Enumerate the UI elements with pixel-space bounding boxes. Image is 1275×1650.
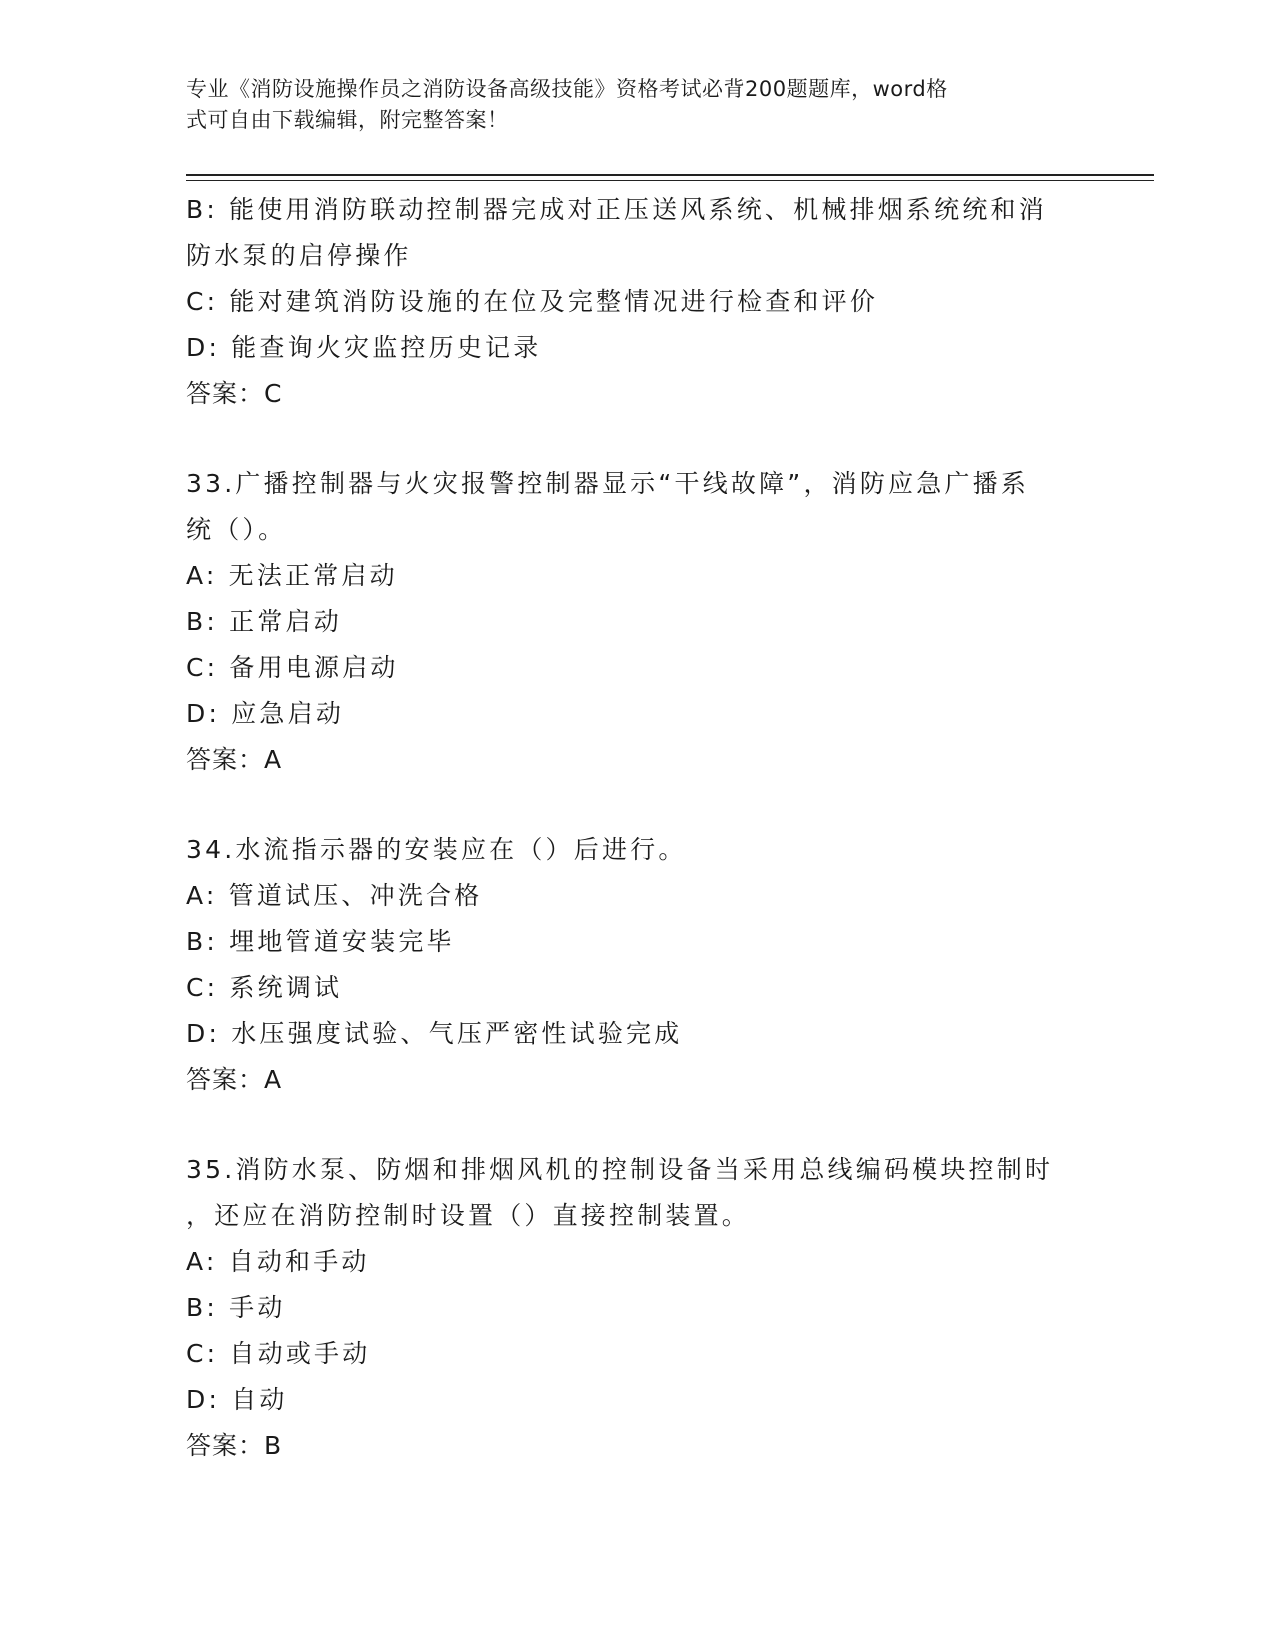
option-d: D: 能查询火灾监控历史记录 xyxy=(186,333,542,362)
question-33-stem-line-2: 统（）。 xyxy=(186,515,287,544)
option-b: B: 埋地管道安装完毕 xyxy=(186,927,455,956)
option-d: D: 应急启动 xyxy=(186,699,345,728)
option-b: B: 手动 xyxy=(186,1293,286,1322)
question-34-stem: 34.水流指示器的安装应在（）后进行。 xyxy=(186,835,687,864)
question-35-stem-line-1: 35.消防水泵、防烟和排烟风机的控制设备当采用总线编码模块控制时 xyxy=(186,1155,1054,1184)
option-b: B: 正常启动 xyxy=(186,607,342,636)
header-line-1: 专业《消防设施操作员之消防设备高级技能》资格考试必背200题题库，word格 xyxy=(186,77,948,101)
answer-line: 答案：B xyxy=(186,1431,283,1460)
question-35-stem-line-2: ，还应在消防控制时设置（）直接控制装置。 xyxy=(186,1201,751,1230)
spacer xyxy=(186,1103,1076,1147)
spacer xyxy=(186,417,1076,461)
option-a: A: 无法正常启动 xyxy=(186,561,398,590)
answer-line: 答案：C xyxy=(186,379,283,408)
option-a: A: 自动和手动 xyxy=(186,1247,370,1276)
option-a: A: 管道试压、冲洗合格 xyxy=(186,881,483,910)
question-33 xyxy=(186,461,1076,783)
question-35 xyxy=(186,1147,1076,1469)
header-divider-thin xyxy=(186,180,1154,181)
document-header xyxy=(186,74,1056,136)
question-33-stem-line-1: 33.广播控制器与火灾报警控制器显示“干线故障”，消防应急广播系 xyxy=(186,469,1030,498)
option-c: C: 系统调试 xyxy=(186,973,343,1002)
option-c: C: 备用电源启动 xyxy=(186,653,399,682)
answer-line: 答案：A xyxy=(186,1065,283,1094)
option-b-line-1: B: 能使用消防联动控制器完成对正压送风系统、机械排烟系统统和消 xyxy=(186,195,1047,224)
option-c: C: 自动或手动 xyxy=(186,1339,371,1368)
option-c: C: 能对建筑消防设施的在位及完整情况进行检查和评价 xyxy=(186,287,879,316)
question-list xyxy=(186,187,1076,1469)
option-b-line-2: 防水泵的启停操作 xyxy=(186,241,412,270)
question-32-continued xyxy=(186,187,1076,417)
question-34 xyxy=(186,827,1076,1103)
answer-line: 答案：A xyxy=(186,745,283,774)
header-line-2: 式可自由下载编辑，附完整答案！ xyxy=(186,108,509,132)
spacer xyxy=(186,783,1076,827)
option-d: D: 水压强度试验、气压严密性试验完成 xyxy=(186,1019,683,1048)
option-d: D: 自动 xyxy=(186,1385,288,1414)
header-divider-thick xyxy=(186,174,1154,176)
